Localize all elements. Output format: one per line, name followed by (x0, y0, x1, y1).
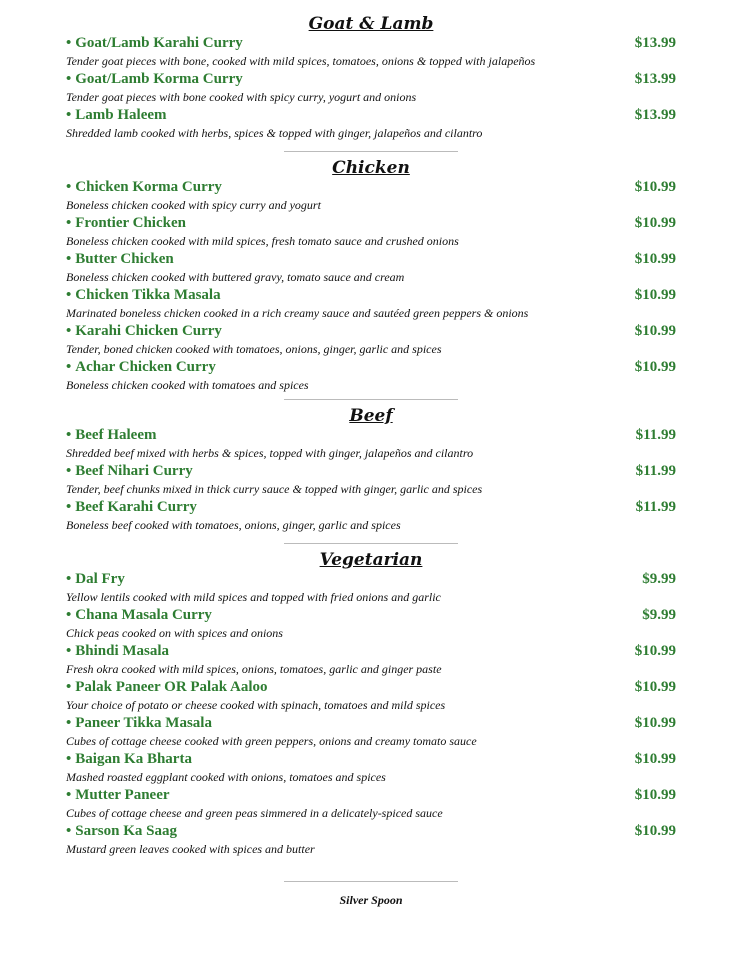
section-title: Vegetarian (319, 550, 423, 570)
item-name (66, 823, 177, 840)
item-name-text: Lamb Haleem (75, 107, 167, 123)
item-description: Tender, boned chicken cooked with tomatoes, onions, ginger, garlic and spices (66, 342, 442, 356)
item-name-text: Beef Nihari Curry (75, 463, 193, 479)
item-price: $10.99 (634, 643, 676, 659)
section-title: Goat & Lamb (308, 14, 434, 34)
item-price: $11.99 (635, 427, 676, 443)
bullet-icon: • (66, 215, 72, 231)
item-name (66, 35, 243, 52)
item-name (66, 427, 156, 444)
item-name (66, 359, 216, 376)
menu-item-chicken-korma-curry (0, 179, 742, 215)
bullet-icon: • (66, 71, 72, 87)
bullet-icon: • (66, 107, 72, 123)
item-name (66, 571, 125, 588)
menu-item-karahi-chicken-curry (0, 323, 742, 359)
item-description: Cubes of cottage cheese and green peas simmered in a delicately-spiced sauce (66, 806, 443, 820)
menu-item-lamb-haleem (0, 107, 742, 143)
item-name (66, 679, 268, 696)
bullet-icon: • (66, 751, 72, 767)
footer-restaurant-name: Silver Spoon (339, 893, 403, 907)
item-description: Chick peas cooked on with spices and onions (66, 626, 283, 640)
menu-item-beef-karahi-curry (0, 499, 742, 535)
item-description: Mustard green leaves cooked with spices and butter (66, 842, 315, 856)
menu-item-chana-masala-curry (0, 607, 742, 643)
item-description: Marinated boneless chicken cooked in a rich creamy sauce and sautéed green peppers & onions (66, 306, 529, 320)
menu-item-mutter-paneer (0, 787, 742, 823)
bullet-icon: • (66, 571, 72, 587)
item-price: $10.99 (634, 323, 676, 339)
menu-item-palak-paneer-or-palak-aaloo (0, 679, 742, 715)
bullet-icon: • (66, 499, 72, 515)
section-chicken (0, 157, 742, 395)
menu-item-beef-nihari-curry (0, 463, 742, 499)
item-name-text: Goat/Lamb Korma Curry (75, 71, 243, 87)
item-description: Tender goat pieces with bone, cooked with mild spices, tomatoes, onions & topped with jalapeños (66, 54, 536, 68)
item-name-text: Dal Fry (75, 571, 125, 587)
bullet-icon: • (66, 35, 72, 51)
item-name (66, 643, 169, 660)
item-price: $13.99 (634, 107, 676, 123)
bullet-icon: • (66, 323, 72, 339)
item-description: Boneless chicken cooked with buttered gravy, tomato sauce and cream (66, 270, 405, 284)
item-name (66, 71, 243, 88)
item-name (66, 287, 221, 304)
item-name (66, 251, 174, 268)
menu-item-achar-chicken-curry (0, 359, 742, 395)
menu-item-chicken-tikka-masala (0, 287, 742, 323)
item-price: $10.99 (634, 251, 676, 267)
item-name-text: Chana Masala Curry (75, 607, 212, 623)
item-name (66, 323, 222, 340)
menu-item-dal-fry (0, 571, 742, 607)
item-price: $10.99 (634, 751, 676, 767)
item-name-text: Karahi Chicken Curry (75, 323, 222, 339)
item-price: $10.99 (634, 287, 676, 303)
item-name (66, 499, 197, 516)
item-name-text: Chicken Korma Curry (75, 179, 222, 195)
item-name (66, 715, 212, 732)
item-name-text: Beef Karahi Curry (75, 499, 197, 515)
item-name-text: Mutter Paneer (75, 787, 170, 803)
menu-item-sarson-ka-saag (0, 823, 742, 859)
section-beef (0, 405, 742, 535)
item-name-text: Achar Chicken Curry (75, 359, 216, 375)
section-divider (284, 881, 458, 882)
menu-item-paneer-tikka-masala (0, 715, 742, 751)
item-name-text: Goat/Lamb Karahi Curry (75, 35, 243, 51)
item-description: Fresh okra cooked with mild spices, onions, tomatoes, garlic and ginger paste (66, 662, 442, 676)
section-title: Beef (349, 406, 393, 426)
bullet-icon: • (66, 427, 72, 443)
item-description: Boneless chicken cooked with spicy curry and yogurt (66, 198, 321, 212)
item-description: Mashed roasted eggplant cooked with onions, tomatoes and spices (66, 770, 386, 784)
item-name-text: Sarson Ka Saag (75, 823, 177, 839)
bullet-icon: • (66, 679, 72, 695)
item-name (66, 215, 186, 232)
menu-item-goat-lamb-korma-curry (0, 71, 742, 107)
item-name-text: Baigan Ka Bharta (75, 751, 192, 767)
bullet-icon: • (66, 607, 72, 623)
item-name-text: Beef Haleem (75, 427, 157, 443)
item-description: Yellow lentils cooked with mild spices and topped with fried onions and garlic (66, 590, 441, 604)
item-name-text: Bhindi Masala (75, 643, 170, 659)
section-divider (284, 543, 458, 544)
item-description: Tender, beef chunks mixed in thick curry sauce & topped with ginger, garlic and spices (66, 482, 483, 496)
bullet-icon: • (66, 179, 72, 195)
item-price: $10.99 (634, 215, 676, 231)
menu-item-bhindi-masala (0, 643, 742, 679)
item-name-text: Palak Paneer OR Palak Aaloo (75, 679, 268, 695)
section-goat-lamb (0, 13, 742, 143)
item-price: $10.99 (634, 179, 676, 195)
item-name-text: Chicken Tikka Masala (75, 287, 221, 303)
section-divider (284, 151, 458, 152)
section-title: Chicken (332, 158, 410, 178)
item-price: $9.99 (642, 607, 676, 623)
item-description: Tender goat pieces with bone cooked with spicy curry, yogurt and onions (66, 90, 417, 104)
item-name-text: Paneer Tikka Masala (75, 715, 212, 731)
item-description: Boneless chicken cooked with mild spices, fresh tomato sauce and crushed onions (66, 234, 459, 248)
item-description: Boneless chicken cooked with tomatoes and spices (66, 378, 309, 392)
item-description: Shredded lamb cooked with herbs, spices & topped with ginger, jalapeños and cilantro (66, 126, 483, 140)
bullet-icon: • (66, 715, 72, 731)
item-name-text: Frontier Chicken (75, 215, 186, 231)
item-name (66, 107, 167, 124)
menu-item-beef-haleem (0, 427, 742, 463)
section-vegetarian (0, 549, 742, 859)
item-price: $13.99 (634, 35, 676, 51)
item-name (66, 751, 192, 768)
bullet-icon: • (66, 251, 72, 267)
item-name (66, 463, 193, 480)
bullet-icon: • (66, 823, 72, 839)
item-description: Boneless beef cooked with tomatoes, onions, ginger, garlic and spices (66, 518, 401, 532)
item-price: $9.99 (642, 571, 676, 587)
menu-item-butter-chicken (0, 251, 742, 287)
item-price: $11.99 (635, 463, 676, 479)
section-divider (284, 399, 458, 400)
menu-item-frontier-chicken (0, 215, 742, 251)
item-description: Your choice of potato or cheese cooked with spinach, tomatoes and mild spices (66, 698, 446, 712)
menu-item-baigan-ka-bharta (0, 751, 742, 787)
item-price: $10.99 (634, 359, 676, 375)
item-description: Shredded beef mixed with herbs & spices, topped with ginger, jalapeños and cilantro (66, 446, 474, 460)
item-name (66, 607, 212, 624)
item-price: $13.99 (634, 71, 676, 87)
item-name-text: Butter Chicken (75, 251, 174, 267)
item-price: $11.99 (635, 499, 676, 515)
bullet-icon: • (66, 787, 72, 803)
item-name (66, 787, 170, 804)
bullet-icon: • (66, 463, 72, 479)
item-price: $10.99 (634, 715, 676, 731)
bullet-icon: • (66, 359, 72, 375)
item-price: $10.99 (634, 679, 676, 695)
bullet-icon: • (66, 643, 72, 659)
item-description: Cubes of cottage cheese cooked with green peppers, onions and creamy tomato sauce (66, 734, 477, 748)
menu-item-goat-lamb-karahi-curry (0, 35, 742, 71)
item-price: $10.99 (634, 823, 676, 839)
bullet-icon: • (66, 287, 72, 303)
item-price: $10.99 (634, 787, 676, 803)
item-name (66, 179, 222, 196)
